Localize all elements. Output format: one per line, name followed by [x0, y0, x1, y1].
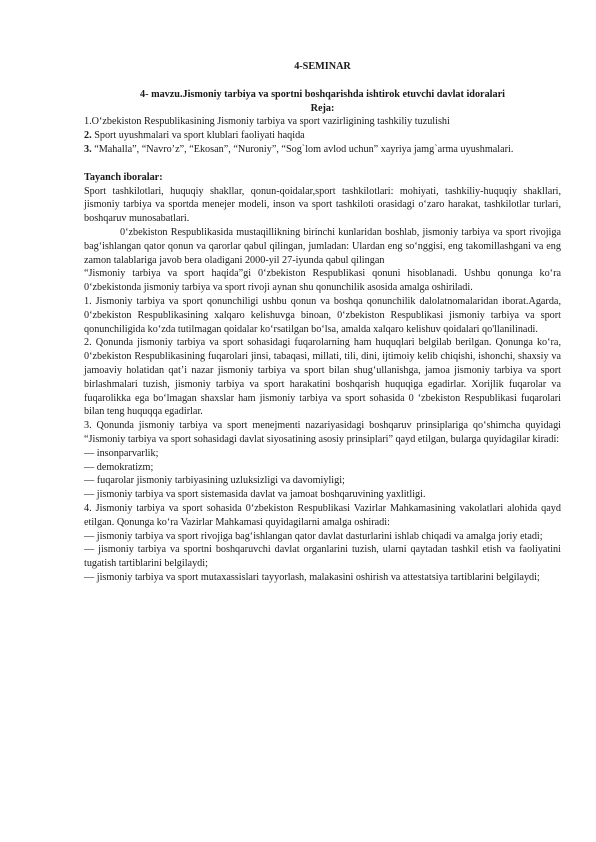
paragraph-5: 3. Qonunda jismoniy tarbiya va sport menejmenti nazariyasidagi boshqaruv prinsiplariga qo‘shimcha quyidagi “Jismoniy tarbiya va sport sohasidagi davlat siyosatining asosiy prinsiplari” qayd etilgan, bularga quyidagilar kiradi:	[84, 420, 561, 445]
plan-heading: Reja:	[310, 102, 335, 114]
spacer	[84, 157, 561, 171]
plan-item-number: 3.	[84, 143, 92, 155]
duty-item: — jismoniy tarbiya va sport mutaxassislari tayyorlash, malakasini oshirish va attestatsiya tartiblarini belgilaydi;	[84, 571, 540, 583]
plan-item-text: “Mahalla”, “Navro’z”, “Ekosan”, “Nuroniy”, “Sog`lom avlod uchun” xayriya jamg`arma uyushmalari.	[91, 143, 514, 155]
plan-item-1	[84, 115, 561, 129]
paragraph-4: 2. Qonunda jismoniy tarbiya va sport sohasidagi fuqarolarning ham huquqlari belgilab berilgan. Qonunga ko‘ra, 0‘zbekiston Respublikasining fuqarolari jinsi, tabaqasi, millati, tili, dini, ijtimoiy kelib chiqishi, ishonchi, shaxsiy va jamoaviy holatidan qat’i nazar jismoniy tarbiya va sport bilan shug‘ullanishga, jamoa jismoniy tarbiya va sport birlashmalari tuzish, jismoniy tarbiya va sport harakatini boshqarish huquqiga egadirlar. Xorijlik fuqarolar va fuqarolikka ega bo‘lmagan shaxslar ham jismoniy tarbiya va sport sohasida 0 ‘zbekiston Respublikasi fuqarolari bilan teng huquqqa egadirlar.	[84, 337, 561, 418]
topic-heading: 4- mavzu.Jismoniy tarbiya va sportni boshqarishda ishtirok etuvchi davlat idoralari	[140, 88, 505, 100]
plan-item-2	[84, 129, 561, 143]
plan-item-number: 1.	[84, 116, 92, 128]
paragraph-2: “Jismoniy tarbiya va sport haqida”gi 0‘zbekiston Respublikasi qonuni hisoblanadi. Ushbu qonunga ko‘ra 0‘zbekistonda jismoniy tarbiya va sport rivoji aynan shu qonunchilik asosida amalga oshiriladi.	[84, 268, 561, 294]
plan-item-text: O‘zbekiston Respublikasining Jismoniy tarbiya va sport vazirligining tashkiliy tuzulishi	[91, 116, 450, 128]
key-terms-text: Sport tashkilotlari, huquqiy shakllar, qonun-qoidalar,sport tashkilotlari: mohiyati, tashkiliy-huquqiy shakllari, jismoniy tarbiya va sportda menejer modeli, inson va sport tashkiloti orasidagi o‘zaro harakat, tashkilotlar turlari, boshqaruv munosabatlari.	[84, 185, 561, 225]
key-terms-heading: Tayanch iboralar:	[84, 171, 163, 183]
paragraph-6: 4. Jismoniy tarbiya va sport sohasida 0‘zbekiston Respublikasi Vazirlar Mahkamasining vakolatlari alohida qayd etilgan. Qonunga ko‘ra Vazirlar Mahkamasi quyidagilarni amalga oshiradi:	[84, 502, 561, 528]
duty-item: — jismoniy tarbiya va sportni boshqaruvchi davlat organlarini tuzish, ularni qaytadan tashkil etish va faoliyatini tugatish tartiblarini belgilaydi;	[84, 544, 561, 570]
paragraph-1: 0‘zbekiston Respublikasida mustaqillikning birinchi kunlaridan boshlab, jismoniy tarbiya va sport rivojiga bag‘ishlangan qator qonun va qarorlar qabul qilingan, jumladan: Ulardan eng so‘nggisi, eng takomillashgani va eng zamon talablariga javob bera oladigani 2000-yil 27-iyunda qabul qilingan	[84, 226, 561, 266]
seminar-title: 4-SEMINAR	[294, 61, 351, 72]
plan-item-number: 2.	[84, 130, 92, 142]
principle-item: — jismoniy tarbiya va sport sistemasida davlat va jamoat boshqaruvining yaxlitligi.	[84, 489, 426, 501]
principle-item: — fuqarolar jismoniy tarbiyasining uzluksizligi va davomiyligi;	[84, 475, 345, 487]
duty-item: — jismoniy tarbiya va sport rivojiga bag‘ishlangan qator davlat dasturlarini ishlab chiqadi va amalga joriy etadi;	[84, 530, 543, 542]
principle-item: — insonparvarlik;	[84, 447, 159, 459]
paragraph-3: 1. Jismoniy tarbiya va sport qonunchiligi ushbu qonun va boshqa qonunchilik dalolatnomalaridan iborat.Agarda, 0‘zbekiston Respublikasining xalqaro kelishuvga binoan, 0‘zbekiston Respublikasi jismoniy tarbiya va sport qonunchiligida ko‘zda tutilmagan qoidalar ko‘rsatilgan bo‘lsa, amalda xalqaro kelishuv qoidalari qo'llanilinadi.	[84, 295, 561, 335]
plan-item-3	[84, 143, 561, 157]
principle-item: — demokratizm;	[84, 461, 154, 473]
plan-item-text: Sport uyushmalari va sport klublari faoliyati haqida	[91, 130, 305, 142]
